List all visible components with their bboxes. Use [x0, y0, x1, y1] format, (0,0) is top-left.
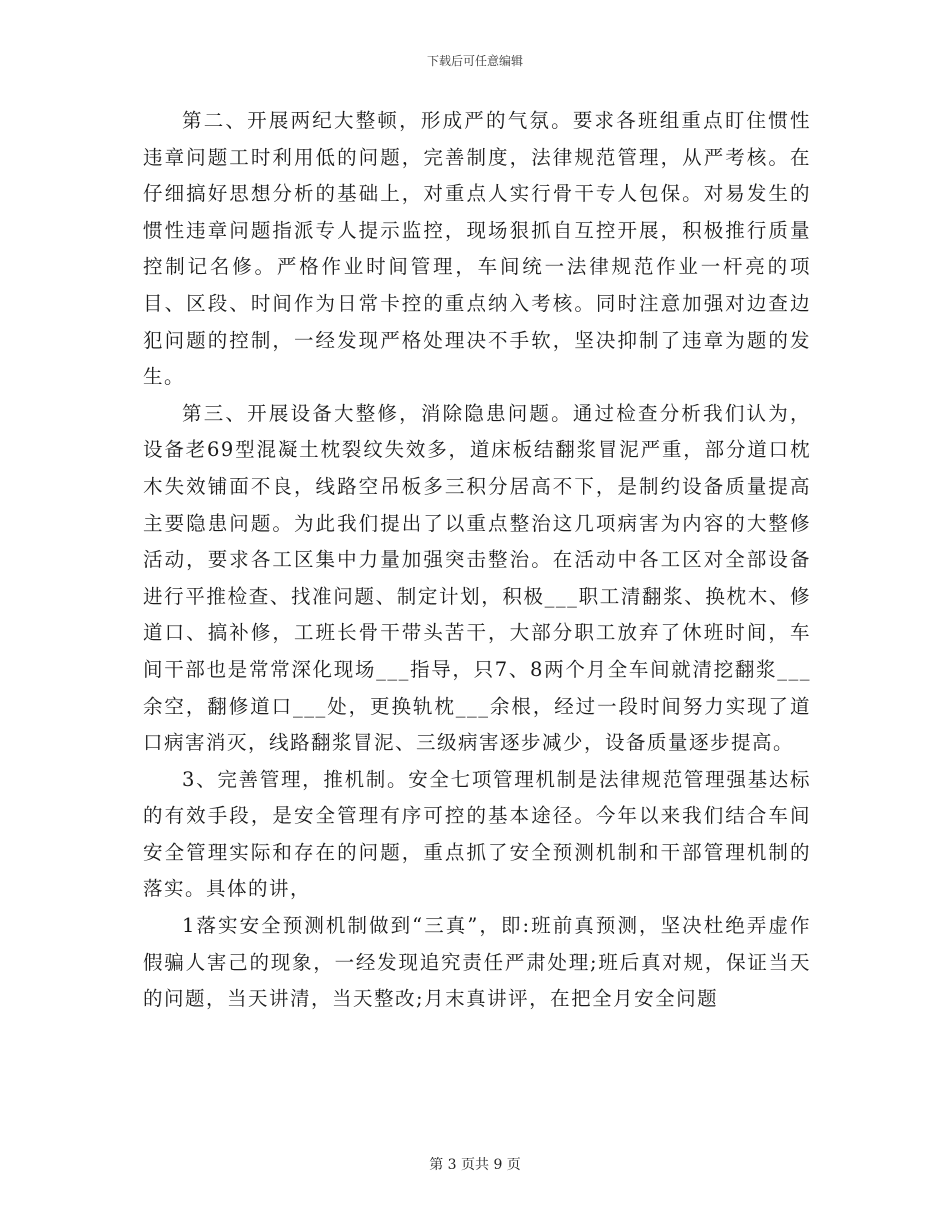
document-body [143, 103, 811, 1018]
page-header: 下载后可任意编辑 [426, 54, 523, 68]
paragraph-equipment-overhaul: 第三、开展设备大整修，消除隐患问题。通过检查分析我们认为，设备老69型混凝土枕裂纹失效多，道床板结翻浆冒泥严重，部分道口枕木失效铺面不良，线路空吊板多三积分居高不下，是制约设备质量提高主要隐患问题。为此我们提出了以重点整治这几项病害为内容的大整修活动，要求各工区集中力量加强突击整治。在活动中各工区对全部设备进行平推检查、找准问题、制定计划，积极___职工清翻浆、换枕木、修道口、搞补修，工班长骨干带头苦干，大部分职工放弃了休班时间，车间干部也是常常深化现场___指导，只7、8两个月全车间就清挖翻浆___余空，翻修道口___处，更换轨枕___余根，经过一段时间努力实现了道口病害消灭，线路翻浆冒泥、三级病害逐步减少，设备质量逐步提高。 [143, 401, 811, 755]
page-number: 第 3 页共 9 页 [429, 1157, 521, 1173]
paragraph-discipline-rectification: 第二、开展两纪大整顿，形成严的气氛。要求各班组重点盯住惯性违章问题工时利用低的问题，完善制度，法律规范管理，从严考核。在仔细搞好思想分析的基础上，对重点人实行骨干专人包保。对易发生的惯性违章问题指派专人提示监控，现场狠抓自互控开展，积极推行质量控制记名修。严格作业时间管理，车间统一法律规范作业一杆亮的项目、区段、时间作为日常卡控的重点纳入考核。同时注意加强对边查边犯问题的控制，一经发现严格处理决不手软，坚决抑制了违章为题的发生。 [143, 109, 811, 389]
paragraph-safety-prediction: 1落实安全预测机制做到“三真”，即:班前真预测，坚决杜绝弄虚作假骗人害己的现象，一经发现追究责任严肃处理;班后真对规，保证当天的问题，当天讲清，当天整改;月末真讲评，在把全月安全问题 [143, 914, 811, 1011]
paragraph-improve-management: 3、完善管理，推机制。安全七项管理机制是法律规范管理强基达标的有效手段，是安全管理有序可控的基本途径。今年以来我们结合车间安全管理实际和存在的问题，重点抓了安全预测机制和干部管理机制的落实。具体的讲， [143, 767, 811, 901]
